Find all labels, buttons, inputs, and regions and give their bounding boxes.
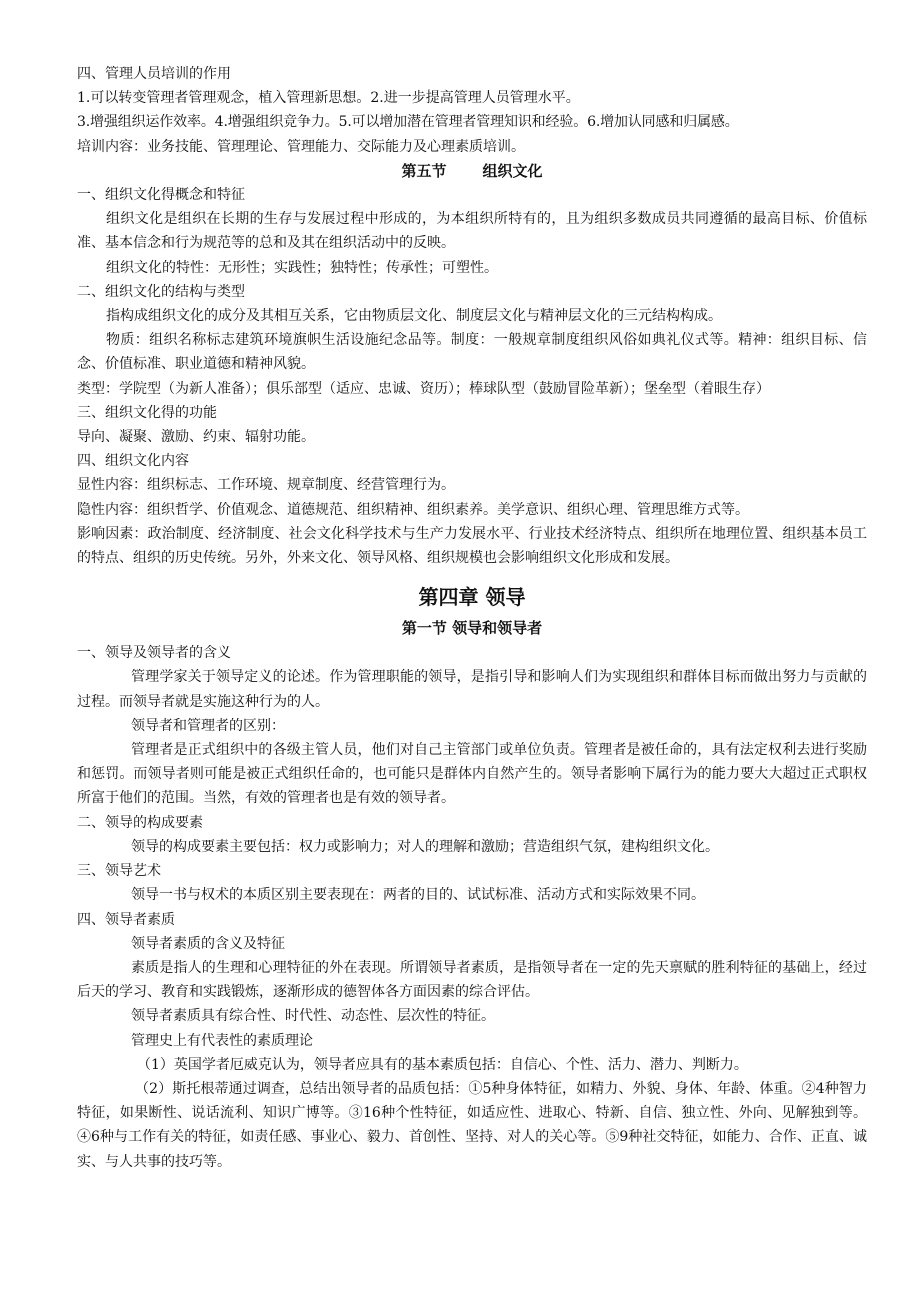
paragraph-culture-layers: 物质：组织名称标志建筑环境旗帜生活设施纪念品等。制度：一般规章制度组织风俗如典礼仪式等。精神：组织目标、信念、价值标准、职业道德和精神风貌。 <box>77 332 867 373</box>
paragraph-leader-manager-diff-label: 领导者和管理者的区别： <box>131 717 285 734</box>
paragraph-stogdill-theory: （2）斯托根蒂通过调查，总结出领导者的品质包括：①5种身体特征，如精力、外貌、身体、年龄、体重。②4种智力特征，如果断性、说话流利、知识广博等。③16种个性特征，如适应性、进取心、特新、自信、独立性、外向、见解独到等。④6种与工作有关的特征，如责任感、事业心、毅力、首创性、坚持、对人的关心等。⑤9种社交特征，如能力、合作、正直、诚实、与人共事的技巧等。 <box>77 1080 867 1170</box>
paragraph-quality-theories-label: 管理史上有代表性的素质理论 <box>131 1032 313 1049</box>
heading-leadership-meaning: 一、领导及领导者的含义 <box>77 645 231 662</box>
paragraph-culture-functions: 导向、凝聚、激励、约束、辐射功能。 <box>77 429 315 446</box>
document-page <box>77 62 867 1174</box>
paragraph-culture-definition: 组织文化是组织在长期的生存与发展过程中形成的，为本组织所特有的，且为组织多数成员共同遵循的最高目标、价值标准、基本信念和行为规范等的总和及其在组织活动中的反映。 <box>77 211 867 252</box>
training-content-line: 培训内容：业务技能、管理理论、管理能力、交际能力及心理素质培训。 <box>77 138 525 155</box>
heading-leadership-art: 三、领导艺术 <box>77 863 161 880</box>
heading-training-role: 四、管理人员培训的作用 <box>77 66 231 82</box>
paragraph-qualities-meaning-label: 领导者素质的含义及特征 <box>131 935 285 952</box>
paragraph-explicit-content: 显性内容：组织标志、工作环境、规章制度、经营管理行为。 <box>77 477 455 494</box>
heading-culture-functions: 三、组织文化得的功能 <box>77 404 217 421</box>
section-1-title: 第一节 领导和领导者 <box>401 619 543 638</box>
paragraph-culture-types: 类型：学院型（为新人准备）；俱乐部型（适应、忠诚、资历）；棒球队型（鼓励冒险革新）；堡垒型（着眼生存） <box>77 380 770 397</box>
heading-culture-structure: 二、组织文化的结构与类型 <box>77 283 245 300</box>
section-5-number: 第五节 <box>401 161 447 180</box>
paragraph-urwick-theory: （1）英国学者厄威克认为，领导者应具有的基本素质包括：自信心、个性、活力、潜力、判断力。 <box>137 1056 748 1073</box>
paragraph-leader-manager-diff: 管理者是正式组织中的各级主管人员，他们对自己主管部门或单位负责。管理者是被任命的，具有法定权利去进行奖励和惩罚。而领导者则可能是被正式组织任命的，也可能只是群体内自然产生的。领导者影响下属行为的能力要大大超过正式职权所富于他们的范围。当然，有效的管理者也是有效的领导者。 <box>77 742 867 807</box>
paragraph-leadership-art: 领导一书与权术的本质区别主要表现在：两者的目的、试试标准、活动方式和实际效果不同。 <box>131 887 705 904</box>
section-5-title <box>77 159 867 183</box>
paragraph-culture-structure: 指构成组织文化的成分及其相互关系，它由物质层文化、制度层文化与精神层文化的三元结构构成。 <box>106 308 722 325</box>
paragraph-influence-factors: 影响因素：政治制度、经济制度、社会文化科学技术与生产力发展水平、行业技术经济特点、组织所在地理位置、组织基本员工的特点、组织的历史传统。另外，外来文化、领导风格、组织规模也会影响组织文化形成和发展。 <box>77 525 867 567</box>
paragraph-leadership-elements: 领导的构成要素主要包括：权力或影响力；对人的理解和激励；营造组织气氛，建构组织文化。 <box>131 838 719 855</box>
heading-culture-content: 四、组织文化内容 <box>77 453 189 470</box>
paragraph-leadership-definition: 管理学家关于领导定义的论述。作为管理职能的领导，是指引导和影响人们为实现组织和群体目标而做出努力与贡献的过程。而领导者就是实施这种行为的人。 <box>77 669 867 710</box>
heading-culture-concept: 一、组织文化得概念和特征 <box>77 187 245 204</box>
paragraph-qualities-features: 领导者素质具有综合性、时代性、动态性、层次性的特征。 <box>131 1008 495 1025</box>
paragraph-culture-traits: 组织文化的特性：无形性；实践性；独特性；传承性；可塑性。 <box>106 259 498 276</box>
heading-leader-qualities: 四、领导者素质 <box>77 911 175 928</box>
training-role-line-1: 1.可以转变管理者管理观念，植入管理新思想。2.进一步提高管理人员管理水平。 <box>77 90 580 107</box>
section-5-name: 组织文化 <box>482 161 543 180</box>
heading-leadership-elements: 二、领导的构成要素 <box>77 814 203 831</box>
chapter-4-title: 第四章 领导 <box>418 585 526 610</box>
training-role-line-2: 3.增强组织运作效率。4.增强组织竞争力。5.可以增加潜在管理者管理知识和经验。6.增加认同感和归属感。 <box>77 114 739 131</box>
paragraph-qualities-definition: 素质是指人的生理和心理特征的外在表现。所谓领导者素质，是指领导者在一定的先天禀赋的胜利特征的基础上，经过后天的学习、教育和实践锻炼，逐渐形成的德智体各方面因素的综合评估。 <box>77 959 867 1001</box>
paragraph-implicit-content: 隐性内容：组织哲学、价值观念、道德规范、组织精神、组织素养。美学意识、组织心理、管理思维方式等。 <box>77 501 749 518</box>
